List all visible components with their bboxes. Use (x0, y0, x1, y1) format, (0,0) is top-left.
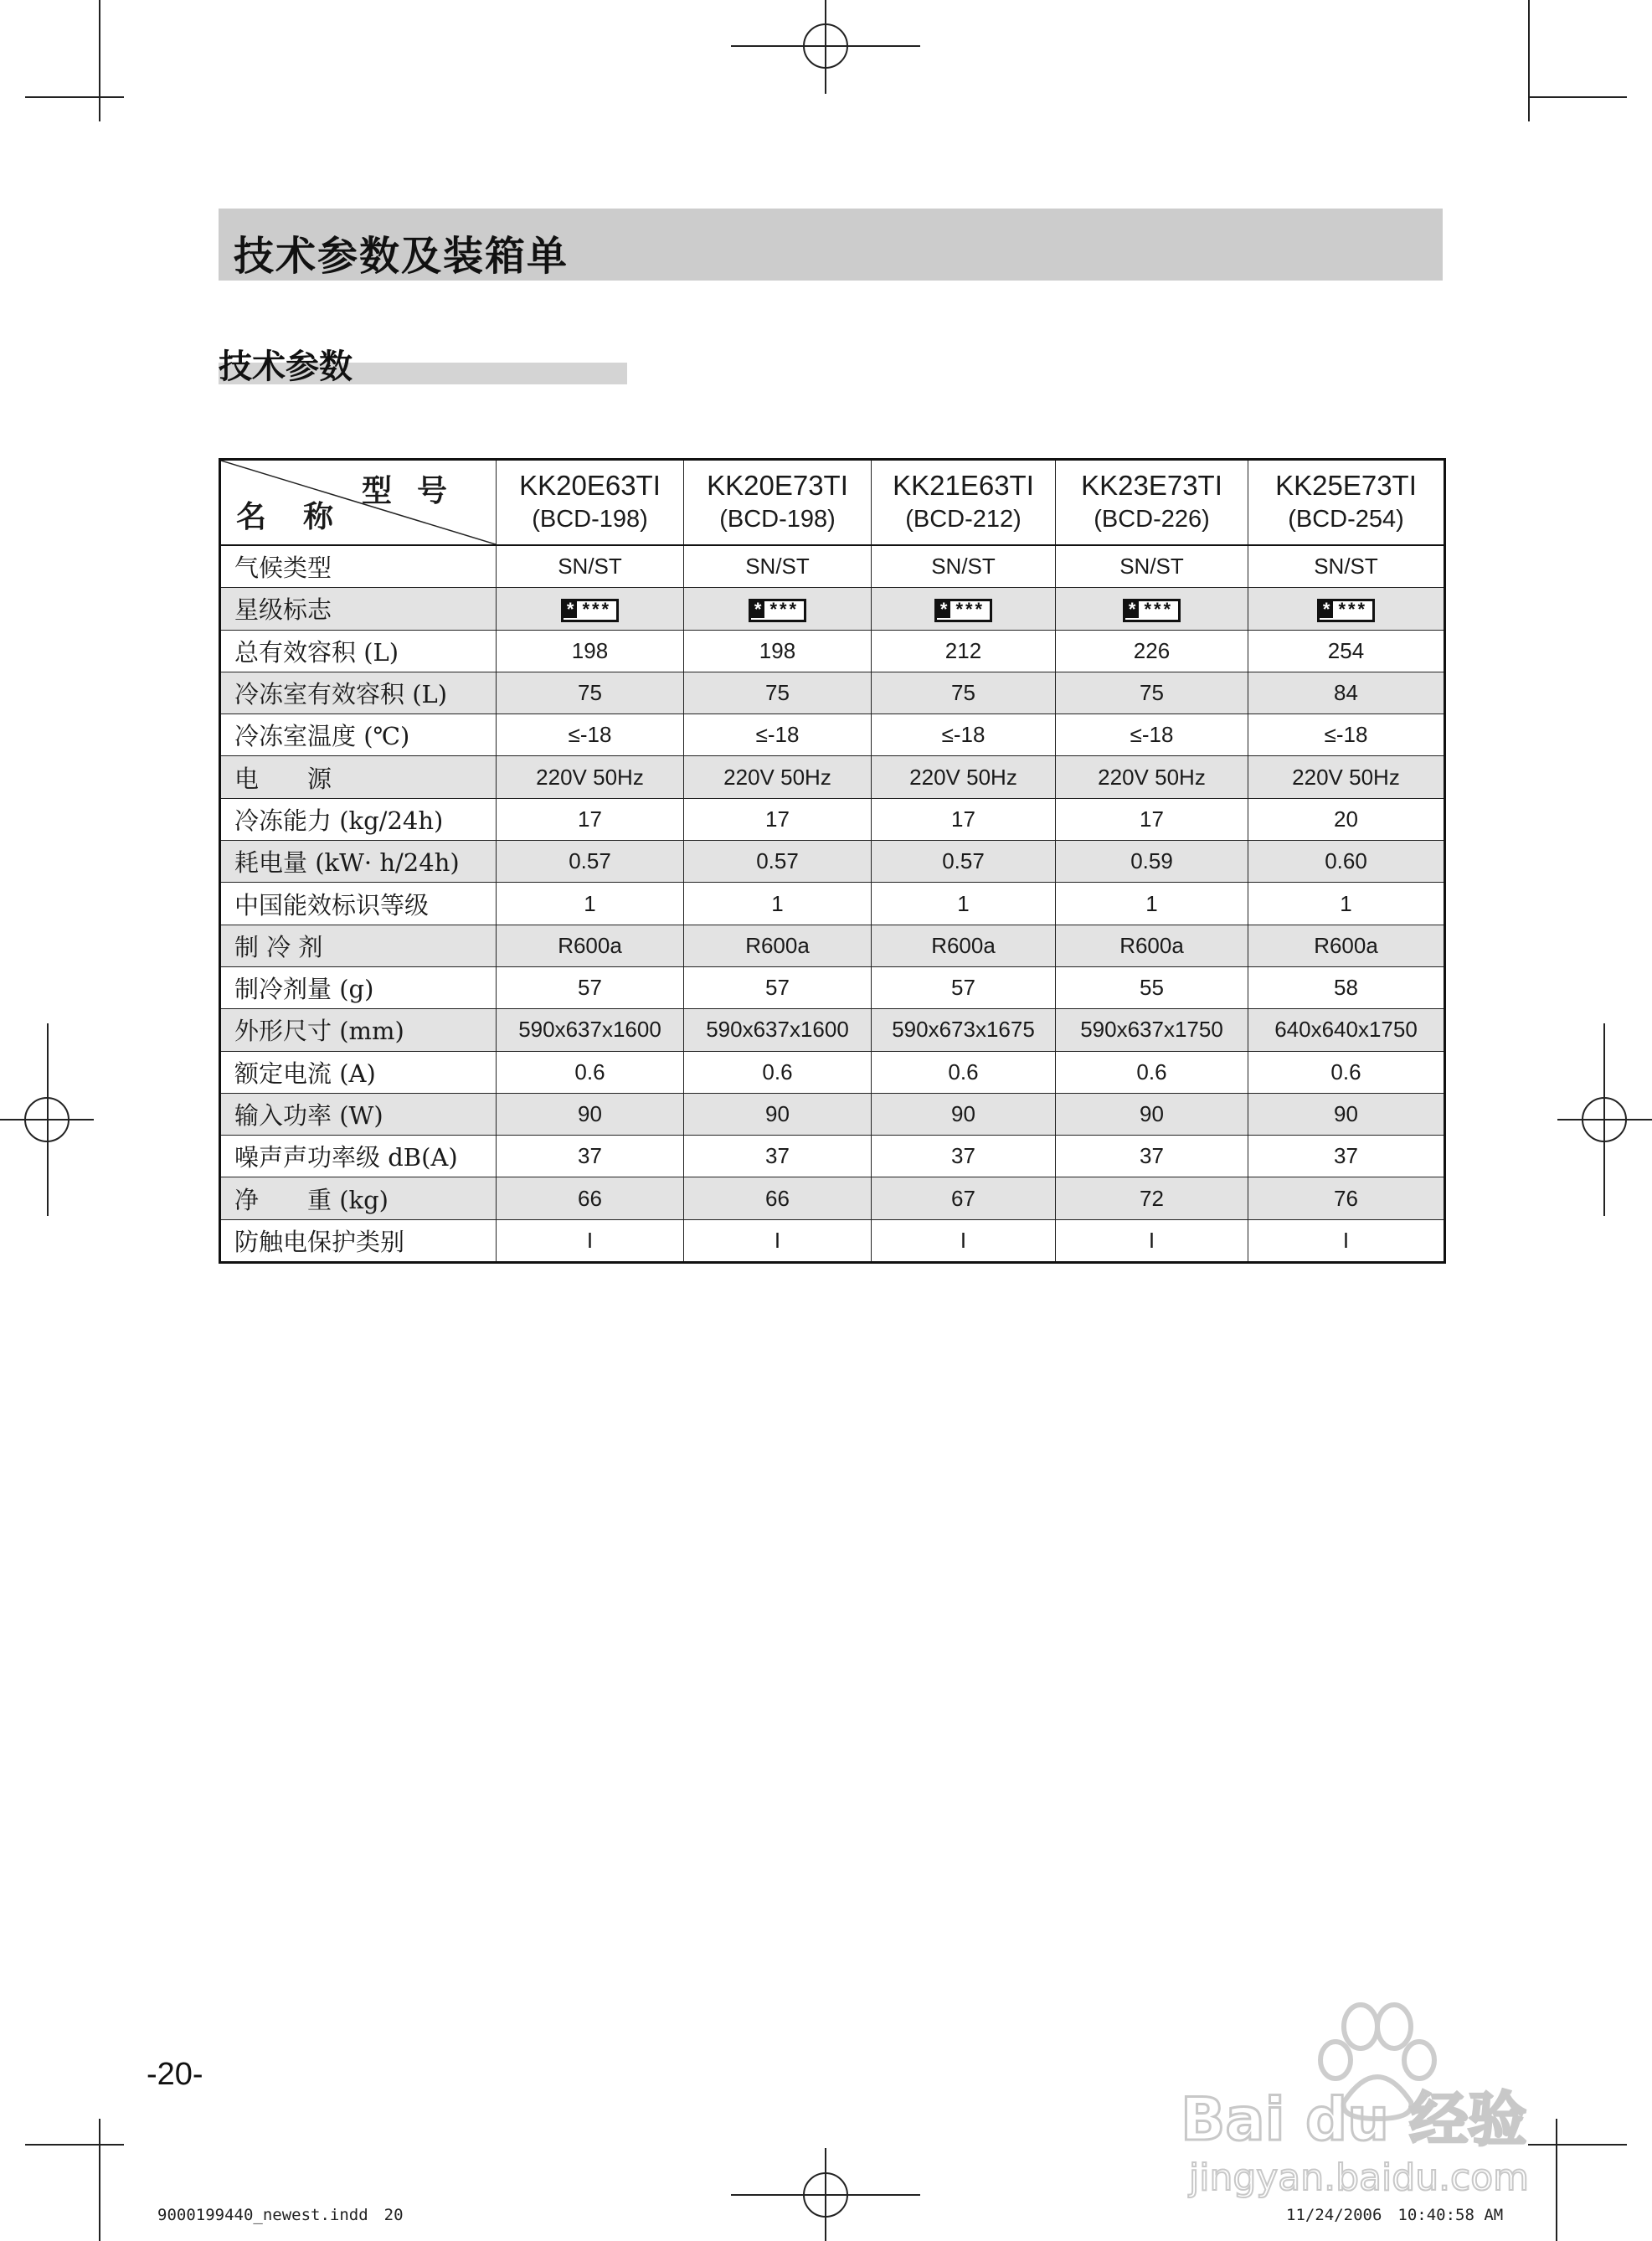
value-cell: 640x640x1750 (1248, 1009, 1445, 1051)
value-cell: R600a (872, 925, 1056, 966)
table-row (220, 630, 1445, 672)
value-cell: R600a (684, 925, 872, 966)
value-cell: 90 (1248, 1093, 1445, 1135)
value-cell: 198 (497, 630, 684, 672)
value-cell: 0.6 (684, 1051, 872, 1093)
value-cell: 37 (1056, 1136, 1248, 1177)
value-cell: 0.57 (497, 841, 684, 883)
big-star-icon: * (1125, 601, 1140, 618)
watermark-brand: Bai du 经验 (1181, 2085, 1527, 2154)
star-rating-cell (1248, 588, 1445, 630)
value-cell: I (1056, 1219, 1248, 1262)
table-header-row (220, 460, 1445, 546)
value-cell: ≤-18 (872, 714, 1056, 756)
value-cell: 17 (684, 798, 872, 840)
big-star-icon: * (564, 601, 578, 618)
value-cell: ≤-18 (1056, 714, 1248, 756)
table-row (220, 1093, 1445, 1135)
value-cell: 66 (497, 1177, 684, 1219)
timestamp: 11/24/2006 10:40:58 AM (1286, 2206, 1504, 2224)
value-cell: 0.60 (1248, 841, 1445, 883)
value-cell: 198 (684, 630, 872, 672)
value-cell: 1 (684, 883, 872, 925)
star-rating-cell (1056, 588, 1248, 630)
table-row (220, 588, 1445, 630)
row-label: 噪声声功率级 dB(A) (220, 1136, 497, 1177)
table-row (220, 966, 1445, 1008)
row-label: 中国能效标识等级 (220, 883, 497, 925)
value-cell: I (684, 1219, 872, 1262)
value-cell: 0.6 (872, 1051, 1056, 1093)
star-rating-cell (684, 588, 872, 630)
value-cell: 590x637x1600 (497, 1009, 684, 1051)
value-cell: 37 (684, 1136, 872, 1177)
table-row (220, 1219, 1445, 1262)
value-cell: R600a (497, 925, 684, 966)
row-label: 冷冻室温度 (℃) (220, 714, 497, 756)
value-cell: 67 (872, 1177, 1056, 1219)
registration-circle (24, 1097, 69, 1142)
star-rating-icon (749, 599, 806, 622)
star-rating-icon (561, 599, 619, 622)
model-header: KK20E63TI (BCD-198) (497, 460, 684, 546)
value-cell: 17 (1056, 798, 1248, 840)
baidu-watermark (1172, 1993, 1549, 2202)
table-row (220, 1177, 1445, 1219)
file-slug: 9000199440_newest.indd 20 (157, 2206, 404, 2224)
table-row (220, 798, 1445, 840)
row-label: 冷冻能力 (kg/24h) (220, 798, 497, 840)
value-cell: SN/ST (1248, 545, 1445, 588)
row-label: 耗电量 (kW· h/24h) (220, 841, 497, 883)
table-row (220, 672, 1445, 714)
value-cell: 0.59 (1056, 841, 1248, 883)
crop-mark (25, 2144, 124, 2146)
value-cell: 226 (1056, 630, 1248, 672)
model-header: KK21E63TI (BCD-212) (872, 460, 1056, 546)
value-cell: 55 (1056, 966, 1248, 1008)
value-cell: 66 (684, 1177, 872, 1219)
value-cell: 75 (872, 672, 1056, 714)
table-row (220, 714, 1445, 756)
spec-table-body (220, 545, 1445, 1263)
model-header: KK23E73TI (BCD-226) (1056, 460, 1248, 546)
registration-circle (803, 2172, 848, 2218)
section-title: 技术参数及装箱单 (234, 233, 569, 280)
value-cell: 57 (872, 966, 1056, 1008)
value-cell: 220V 50Hz (497, 756, 684, 798)
section-header (219, 209, 1443, 281)
crop-mark (25, 96, 124, 98)
value-cell: 1 (1056, 883, 1248, 925)
value-cell: 20 (1248, 798, 1445, 840)
value-cell: I (497, 1219, 684, 1262)
value-cell: SN/ST (684, 545, 872, 588)
row-label: 净 重 (kg) (220, 1177, 497, 1219)
small-stars-icon: *** (955, 598, 986, 620)
row-label: 星级标志 (220, 588, 497, 630)
model-header: KK25E73TI (BCD-254) (1248, 460, 1445, 546)
value-cell: 72 (1056, 1177, 1248, 1219)
table-row (220, 545, 1445, 588)
value-cell: 90 (1056, 1093, 1248, 1135)
row-label: 额定电流 (A) (220, 1051, 497, 1093)
small-stars-icon: *** (769, 598, 800, 620)
big-star-icon: * (937, 601, 951, 618)
watermark-url: jingyan.baidu.com (1189, 2156, 1530, 2199)
value-cell: 57 (497, 966, 684, 1008)
star-rating-cell (497, 588, 684, 630)
value-cell: 0.57 (872, 841, 1056, 883)
row-label: 制 冷 剂 (220, 925, 497, 966)
crop-mark (99, 0, 100, 121)
value-cell: R600a (1056, 925, 1248, 966)
crop-mark (1528, 96, 1627, 98)
page-number: -20- (147, 2057, 203, 2092)
row-label: 总有效容积 (L) (220, 630, 497, 672)
value-cell: 0.6 (1056, 1051, 1248, 1093)
row-label: 外形尺寸 (mm) (220, 1009, 497, 1051)
star-rating-cell (872, 588, 1056, 630)
value-cell: 17 (872, 798, 1056, 840)
row-label: 输入功率 (W) (220, 1093, 497, 1135)
corner-model-label: 型号 (361, 474, 472, 508)
value-cell: 37 (497, 1136, 684, 1177)
value-cell: 58 (1248, 966, 1445, 1008)
value-cell: SN/ST (1056, 545, 1248, 588)
value-cell: SN/ST (872, 545, 1056, 588)
value-cell: 17 (497, 798, 684, 840)
value-cell: I (872, 1219, 1056, 1262)
value-cell: 84 (1248, 672, 1445, 714)
registration-circle (803, 23, 848, 69)
value-cell: R600a (1248, 925, 1445, 966)
value-cell: 75 (684, 672, 872, 714)
value-cell: 37 (1248, 1136, 1445, 1177)
table-row (220, 1009, 1445, 1051)
value-cell: ≤-18 (1248, 714, 1445, 756)
big-star-icon: * (1320, 601, 1334, 618)
value-cell: SN/ST (497, 545, 684, 588)
value-cell: 220V 50Hz (1056, 756, 1248, 798)
value-cell: 590x673x1675 (872, 1009, 1056, 1051)
value-cell: 254 (1248, 630, 1445, 672)
table-row (220, 883, 1445, 925)
value-cell: 90 (497, 1093, 684, 1135)
corner-name-label: 名称 (236, 500, 371, 534)
registration-circle (1582, 1097, 1627, 1142)
header-corner-cell (220, 460, 497, 546)
value-cell: 90 (872, 1093, 1056, 1135)
value-cell: 1 (1248, 883, 1445, 925)
model-header: KK20E73TI (BCD-198) (684, 460, 872, 546)
value-cell: 212 (872, 630, 1056, 672)
value-cell: 1 (872, 883, 1056, 925)
small-stars-icon: *** (1338, 598, 1368, 620)
value-cell: 76 (1248, 1177, 1445, 1219)
value-cell: 75 (1056, 672, 1248, 714)
big-star-icon: * (751, 601, 765, 618)
value-cell: 57 (684, 966, 872, 1008)
value-cell: 0.57 (684, 841, 872, 883)
crop-mark (1528, 0, 1530, 121)
value-cell: 220V 50Hz (1248, 756, 1445, 798)
star-rating-icon (934, 599, 992, 622)
table-row (220, 925, 1445, 966)
row-label: 防触电保护类别 (220, 1219, 497, 1262)
value-cell: 590x637x1750 (1056, 1009, 1248, 1051)
small-stars-icon: *** (582, 598, 612, 620)
small-stars-icon: *** (1144, 598, 1174, 620)
value-cell: 220V 50Hz (872, 756, 1056, 798)
value-cell: 590x637x1600 (684, 1009, 872, 1051)
row-label: 气候类型 (220, 545, 497, 588)
value-cell: I (1248, 1219, 1445, 1262)
row-label: 冷冻室有效容积 (L) (220, 672, 497, 714)
value-cell: ≤-18 (497, 714, 684, 756)
table-row (220, 1051, 1445, 1093)
spec-table (219, 458, 1446, 1264)
value-cell: 90 (684, 1093, 872, 1135)
value-cell: 0.6 (1248, 1051, 1445, 1093)
row-label: 电 源 (220, 756, 497, 798)
value-cell: 75 (497, 672, 684, 714)
value-cell: 220V 50Hz (684, 756, 872, 798)
crop-mark (99, 2119, 100, 2241)
table-row (220, 1136, 1445, 1177)
table-row (220, 756, 1445, 798)
value-cell: 0.6 (497, 1051, 684, 1093)
value-cell: 1 (497, 883, 684, 925)
table-row (220, 841, 1445, 883)
row-label: 制冷剂量 (g) (220, 966, 497, 1008)
value-cell: ≤-18 (684, 714, 872, 756)
star-rating-icon (1317, 599, 1375, 622)
value-cell: 37 (872, 1136, 1056, 1177)
crop-mark (1556, 2119, 1557, 2241)
subsection-title: 技术参数 (219, 348, 353, 386)
star-rating-icon (1123, 599, 1181, 622)
